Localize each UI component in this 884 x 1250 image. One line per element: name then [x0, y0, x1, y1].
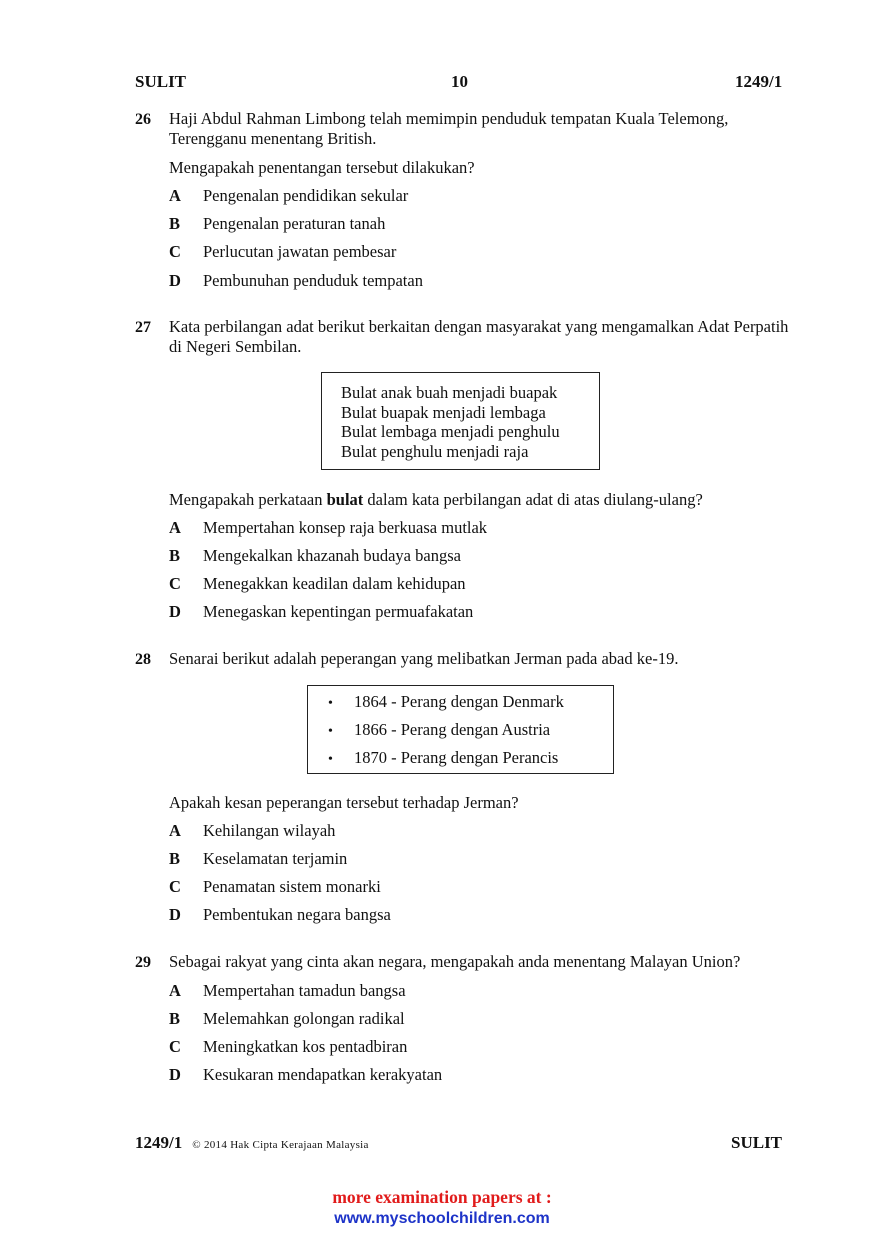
option-text: Meningkatkan kos pentadbiran [203, 1037, 408, 1056]
prompt-text: Mengapakah perkataan [169, 490, 327, 509]
option-b[interactable] [169, 1009, 405, 1029]
option-text: Penamatan sistem monarki [203, 877, 381, 896]
adat-quote-box [321, 372, 600, 470]
question-number: 26 [135, 111, 151, 128]
quote-line: Bulat buapak menjadi lembaga [341, 402, 546, 422]
option-letter: D [169, 271, 181, 290]
option-letter: B [169, 849, 181, 868]
option-text: Kesukaran mendapatkan kerakyatan [203, 1065, 443, 1084]
question-prompt [169, 490, 703, 510]
option-b[interactable] [169, 546, 461, 566]
bullet-icon: • [328, 696, 333, 711]
option-letter: D [169, 1065, 181, 1084]
option-text: Menegakkan keadilan dalam kehidupan [203, 574, 466, 593]
question-text: Sebagai rakyat yang cinta akan negara, mengapakah anda menentang Malayan Union? [169, 952, 741, 971]
option-letter: B [169, 214, 181, 233]
option-text: Pengenalan pendidikan sekular [203, 186, 409, 205]
footer-sulit: SULIT [731, 1133, 783, 1152]
option-letter: D [169, 602, 181, 621]
promo-link[interactable]: www.myschoolchildren.com [334, 1210, 550, 1227]
page-number: 10 [451, 72, 468, 91]
option-letter: B [169, 546, 181, 565]
option-d[interactable] [169, 905, 391, 925]
war-list-box [307, 685, 614, 774]
option-d[interactable] [169, 602, 473, 622]
option-text: Pembunuhan penduduk tempatan [203, 271, 423, 290]
question-prompt: Mengapakah penentangan tersebut dilakukan? [169, 158, 475, 177]
quote-line: Bulat anak buah menjadi buapak [341, 383, 558, 402]
question-text: Haji Abdul Rahman Limbong telah memimpin penduduk tempatan Kuala Telemong, Terengganu menentang British. [169, 109, 729, 148]
option-text: Mempertahan konsep raja berkuasa mutlak [203, 518, 488, 537]
quote-line: Bulat lembaga menjadi penghulu [341, 422, 560, 441]
option-c[interactable] [169, 877, 381, 897]
question-prompt: Apakah kesan peperangan tersebut terhadap Jerman? [169, 793, 519, 812]
bullet-icon: • [328, 752, 333, 767]
option-letter: D [169, 905, 181, 924]
option-text: Mempertahan tamadun bangsa [203, 981, 406, 1000]
option-text: Menegaskan kepentingan permuafakatan [203, 602, 474, 621]
option-c[interactable] [169, 242, 396, 262]
footer-left [135, 1133, 369, 1153]
footer-paper-code: 1249/1 [135, 1133, 183, 1152]
option-a[interactable] [169, 821, 335, 841]
bullet-icon: • [328, 724, 333, 739]
option-letter: A [169, 518, 181, 537]
question-number: 27 [135, 319, 151, 336]
option-text: Perlucutan jawatan pembesar [203, 242, 397, 261]
war-list-item [328, 688, 613, 716]
option-text: Pembentukan negara bangsa [203, 905, 391, 924]
option-text: Mengekalkan khazanah budaya bangsa [203, 546, 461, 565]
option-b[interactable] [169, 849, 347, 869]
option-letter: A [169, 821, 181, 840]
option-text: Melemahkan golongan radikal [203, 1009, 405, 1028]
prompt-text: dalam kata perbilangan adat di atas diulang-ulang? [363, 490, 703, 509]
promo-text: more examination papers at : [332, 1187, 552, 1207]
question-number: 29 [135, 954, 151, 971]
option-letter: C [169, 1037, 181, 1056]
option-letter: C [169, 877, 181, 896]
war-list-text: 1870 - Perang dengan Perancis [354, 748, 559, 767]
war-list-text: 1866 - Perang dengan Austria [354, 720, 551, 739]
war-list-item [328, 716, 613, 744]
option-text: Pengenalan peraturan tanah [203, 214, 386, 233]
option-d[interactable] [169, 271, 423, 291]
option-a[interactable] [169, 518, 487, 538]
option-b[interactable] [169, 214, 385, 234]
war-list-item [328, 744, 613, 772]
question-text: Kata perbilangan adat berikut berkaitan dengan masyarakat yang mengamalkan Adat Perpatih di Negeri Sembilan. [169, 317, 789, 356]
option-text: Kehilangan wilayah [203, 821, 336, 840]
option-letter: B [169, 1009, 181, 1028]
option-text: Keselamatan terjamin [203, 849, 348, 868]
paper-code: 1249/1 [735, 72, 783, 91]
option-a[interactable] [169, 981, 406, 1001]
prompt-bold-word: bulat [326, 490, 364, 509]
question-text: Senarai berikut adalah peperangan yang melibatkan Jerman pada abad ke-19. [169, 649, 679, 668]
option-letter: C [169, 242, 181, 261]
option-c[interactable] [169, 574, 466, 594]
option-c[interactable] [169, 1037, 407, 1057]
option-letter: A [169, 186, 181, 205]
option-d[interactable] [169, 1065, 442, 1085]
question-number: 28 [135, 651, 151, 668]
quote-line: Bulat penghulu menjadi raja [341, 441, 529, 461]
option-letter: C [169, 574, 181, 593]
option-a[interactable] [169, 186, 408, 206]
war-list-text: 1864 - Perang dengan Denmark [354, 692, 564, 711]
option-letter: A [169, 981, 181, 1000]
copyright-text: © 2014 Hak Cipta Kerajaan Malaysia [192, 1139, 369, 1151]
header-sulit: SULIT [135, 72, 187, 91]
